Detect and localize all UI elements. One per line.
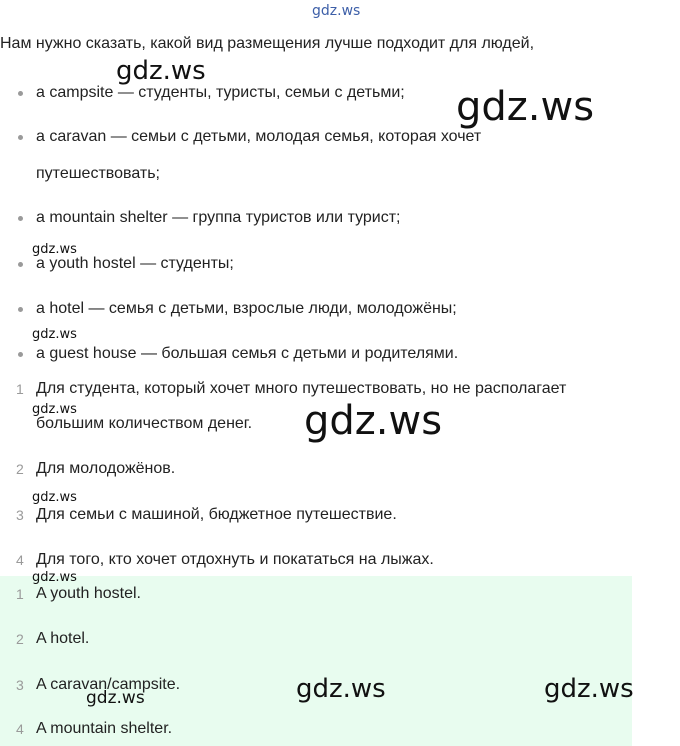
watermark: gdz.ws (544, 674, 634, 704)
list-item: a hotel — семья с детьми, взрослые люди, молодожёны; (36, 300, 457, 317)
answer-text: A caravan/campsite. (36, 676, 181, 693)
bullet-marker (18, 135, 23, 140)
list-item: a guest house — большая семья с детьми и родителями. (36, 345, 459, 362)
bullet-marker (18, 91, 23, 96)
question-text: Для студента, который хочет много путешествовать, но не располагает (36, 380, 567, 397)
watermark: gdz.ws (86, 688, 145, 708)
watermark-top: gdz.ws (312, 3, 361, 19)
list-item: a caravan — семьи с детьми, молодая семья, которая хочет (36, 128, 482, 145)
answer-number: 4 (16, 721, 24, 737)
question-text: Для семьи с машиной, бюджетное путешествие. (36, 506, 397, 523)
list-item: a mountain shelter — группа туристов или турист; (36, 209, 401, 226)
answer-text: A hotel. (36, 630, 90, 647)
watermark: gdz.ws (32, 327, 77, 342)
watermark: gdz.ws (116, 56, 206, 86)
answer-number: 1 (16, 586, 24, 602)
watermark: gdz.ws (456, 84, 595, 130)
answer-number: 3 (16, 677, 24, 693)
watermark: gdz.ws (296, 674, 386, 704)
bullet-marker (18, 262, 23, 267)
answer-number: 2 (16, 631, 24, 647)
list-item-continuation: путешествовать; (36, 165, 160, 182)
list-item: a campsite — студенты, туристы, семьи с детьми; (36, 84, 405, 101)
bullet-marker (18, 307, 23, 312)
question-number: 1 (16, 381, 24, 397)
question-text: Для того, кто хочет отдохнуть и покататься на лыжах. (36, 551, 434, 568)
bullet-marker (18, 352, 23, 357)
watermark: gdz.ws (32, 570, 77, 585)
watermark: gdz.ws (32, 490, 77, 505)
intro-text: Нам нужно сказать, какой вид размещения лучше подходит для людей, (0, 35, 535, 52)
watermark: gdz.ws (304, 398, 443, 444)
list-item: a youth hostel — студенты; (36, 255, 234, 272)
question-number: 4 (16, 552, 24, 568)
watermark: gdz.ws (32, 402, 77, 417)
question-number: 3 (16, 507, 24, 523)
answer-text: A mountain shelter. (36, 720, 173, 737)
bullet-marker (18, 216, 23, 221)
question-text-continuation: большим количеством денег. (36, 415, 253, 432)
question-text: Для молодожёнов. (36, 460, 176, 477)
question-number: 2 (16, 461, 24, 477)
answer-text: A youth hostel. (36, 585, 141, 602)
watermark: gdz.ws (32, 242, 77, 257)
